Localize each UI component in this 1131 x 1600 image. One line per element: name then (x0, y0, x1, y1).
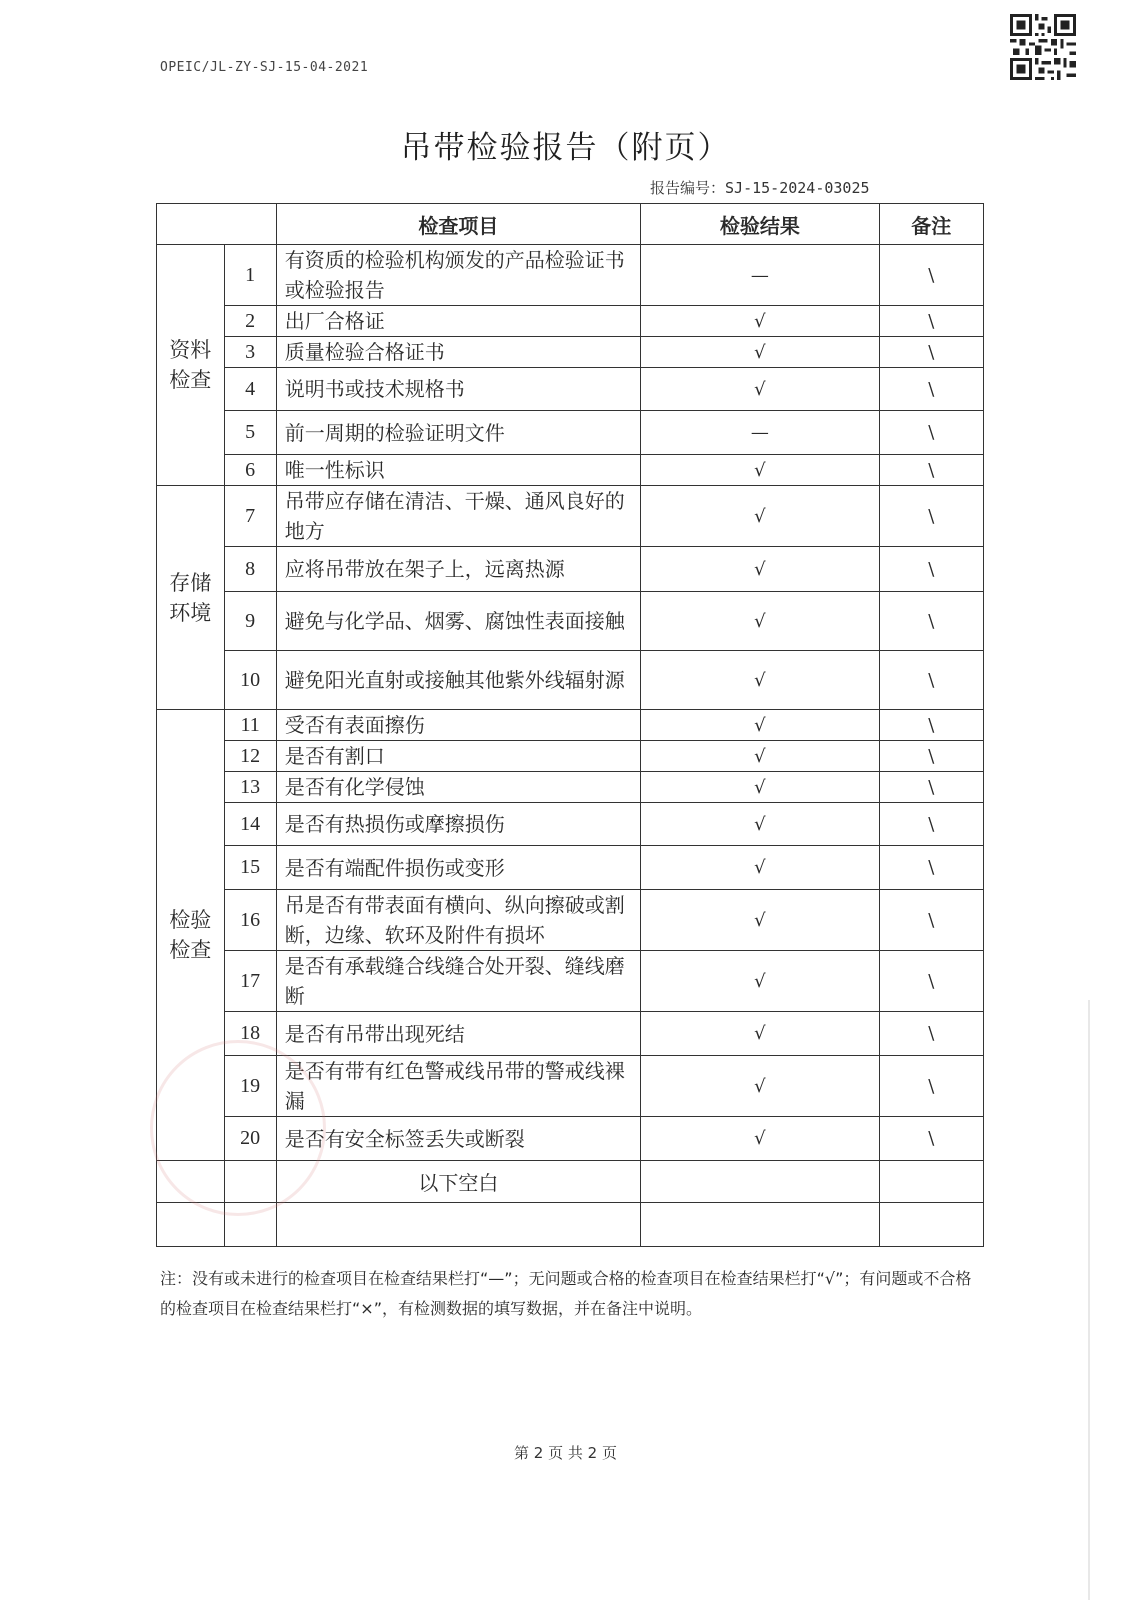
row-item: 受否有表面擦伤 (276, 710, 640, 741)
row-item: 是否有端配件损伤或变形 (276, 846, 640, 890)
row-remark: \ (879, 592, 983, 651)
blank-row (157, 1203, 984, 1247)
row-item: 是否有化学侵蚀 (276, 772, 640, 803)
row-item: 有资质的检验机构颁发的产品检验证书或检验报告 (276, 245, 640, 306)
category-cell (157, 710, 225, 1161)
row-number: 4 (224, 368, 276, 411)
header-item: 检查项目 (276, 204, 640, 245)
table-row (157, 803, 984, 846)
row-item: 避免与化学品、烟雾、腐蚀性表面接触 (276, 592, 640, 651)
row-number: 17 (224, 951, 276, 1012)
row-remark: \ (879, 368, 983, 411)
row-remark: \ (879, 547, 983, 592)
blank-marker: 以下空白 (276, 1161, 640, 1203)
row-result: √ (641, 890, 879, 951)
row-remark: \ (879, 772, 983, 803)
row-number: 9 (224, 592, 276, 651)
row-result: √ (641, 741, 879, 772)
row-remark: \ (879, 741, 983, 772)
row-number: 5 (224, 411, 276, 455)
table-row (157, 337, 984, 368)
report-number (650, 177, 870, 198)
row-remark: \ (879, 803, 983, 846)
row-remark: \ (879, 890, 983, 951)
category-label: 资料 检查 (169, 338, 212, 392)
row-result: √ (641, 306, 879, 337)
row-result: √ (641, 803, 879, 846)
row-result: √ (641, 337, 879, 368)
row-item: 出厂合格证 (276, 306, 640, 337)
blank-cell (276, 1203, 640, 1247)
row-remark: \ (879, 306, 983, 337)
inspection-table (156, 203, 984, 1247)
row-result: √ (641, 368, 879, 411)
blank-cell (224, 1203, 276, 1247)
row-result: √ (641, 486, 879, 547)
row-number: 7 (224, 486, 276, 547)
row-number: 1 (224, 245, 276, 306)
blank-cell (641, 1203, 879, 1247)
row-result: √ (641, 1117, 879, 1161)
row-number: 20 (224, 1117, 276, 1161)
row-remark: \ (879, 651, 983, 710)
table-row (157, 1012, 984, 1056)
table-row (157, 710, 984, 741)
row-item: 说明书或技术规格书 (276, 368, 640, 411)
row-number: 18 (224, 1012, 276, 1056)
table-row (157, 411, 984, 455)
row-number: 15 (224, 846, 276, 890)
table-row (157, 306, 984, 337)
table-row (157, 1117, 984, 1161)
row-result: √ (641, 951, 879, 1012)
row-result: √ (641, 772, 879, 803)
table-row (157, 486, 984, 547)
blank-cell (224, 1161, 276, 1203)
row-number: 8 (224, 547, 276, 592)
row-item: 唯一性标识 (276, 455, 640, 486)
row-item: 是否有割口 (276, 741, 640, 772)
row-item: 质量检验合格证书 (276, 337, 640, 368)
row-number: 14 (224, 803, 276, 846)
table-row (157, 741, 984, 772)
table-row (157, 1056, 984, 1117)
row-item: 吊带应存储在清洁、干燥、通风良好的地方 (276, 486, 640, 547)
row-item: 是否有吊带出现死结 (276, 1012, 640, 1056)
row-number: 10 (224, 651, 276, 710)
row-remark: \ (879, 1056, 983, 1117)
row-remark: \ (879, 455, 983, 486)
category-cell (157, 245, 225, 486)
row-result: — (641, 245, 879, 306)
table-row (157, 846, 984, 890)
table-row (157, 890, 984, 951)
header-blank-cell (157, 204, 277, 245)
row-item: 是否有安全标签丢失或断裂 (276, 1117, 640, 1161)
table-header-row (157, 204, 984, 245)
blank-cell (157, 1161, 225, 1203)
row-result: √ (641, 455, 879, 486)
blank-cell (157, 1203, 225, 1247)
blank-cell (879, 1161, 983, 1203)
row-result: √ (641, 846, 879, 890)
table-row (157, 951, 984, 1012)
footnote: 注：没有或未进行的检查项目在检查结果栏打“—”；无问题或合格的检查项目在检查结果栏打“√”；有问题或不合格的检查项目在检查结果栏打“×”，有检测数据的填写数据，并在备注中说明。 (160, 1269, 972, 1318)
row-result: √ (641, 651, 879, 710)
document-code: OPEIC/JL-ZY-SJ-15-04-2021 (160, 60, 369, 75)
row-item: 避免阳光直射或接触其他紫外线辐射源 (276, 651, 640, 710)
row-number: 16 (224, 890, 276, 951)
row-number: 19 (224, 1056, 276, 1117)
row-remark: \ (879, 486, 983, 547)
report-number-value: SJ-15-2024-03025 (725, 179, 870, 197)
row-remark: \ (879, 951, 983, 1012)
blank-cell (879, 1203, 983, 1247)
qr-code-icon (1010, 14, 1076, 80)
row-item: 是否有带有红色警戒线吊带的警戒线裸漏 (276, 1056, 640, 1117)
row-remark: \ (879, 245, 983, 306)
table-row (157, 772, 984, 803)
blank-cell (641, 1161, 879, 1203)
row-item: 应将吊带放在架子上，远离热源 (276, 547, 640, 592)
table-row (157, 547, 984, 592)
row-item: 前一周期的检验证明文件 (276, 411, 640, 455)
table-row (157, 368, 984, 411)
row-remark: \ (879, 846, 983, 890)
row-remark: \ (879, 1117, 983, 1161)
row-number: 13 (224, 772, 276, 803)
row-item: 吊是否有带表面有横向、纵向擦破或割断，边缘、软环及附件有损坏 (276, 890, 640, 951)
row-number: 2 (224, 306, 276, 337)
row-result: √ (641, 1012, 879, 1056)
row-result: √ (641, 547, 879, 592)
table-row (157, 245, 984, 306)
row-number: 11 (224, 710, 276, 741)
row-number: 3 (224, 337, 276, 368)
row-item: 是否有承载缝合线缝合处开裂、缝线磨断 (276, 951, 640, 1012)
table-row (157, 651, 984, 710)
row-remark: \ (879, 411, 983, 455)
scan-edge-line (1088, 1000, 1090, 1600)
header-result: 检验结果 (641, 204, 879, 245)
report-number-label: 报告编号： (650, 179, 726, 197)
header-remark: 备注 (879, 204, 983, 245)
category-cell (157, 486, 225, 710)
category-label: 存储 环境 (169, 570, 212, 625)
row-result: — (641, 411, 879, 455)
row-number: 12 (224, 741, 276, 772)
category-label: 检验 检查 (169, 908, 212, 962)
row-remark: \ (879, 710, 983, 741)
table-row (157, 455, 984, 486)
row-item: 是否有热损伤或摩擦损伤 (276, 803, 640, 846)
page-title: 吊带检验报告（附页） (400, 130, 731, 166)
row-result: √ (641, 710, 879, 741)
row-remark: \ (879, 1012, 983, 1056)
page-number: 第 2 页 共 2 页 (514, 1444, 617, 1462)
row-number: 6 (224, 455, 276, 486)
row-result: √ (641, 1056, 879, 1117)
row-remark: \ (879, 337, 983, 368)
row-result: √ (641, 592, 879, 651)
blank-row (157, 1161, 984, 1203)
table-row (157, 592, 984, 651)
